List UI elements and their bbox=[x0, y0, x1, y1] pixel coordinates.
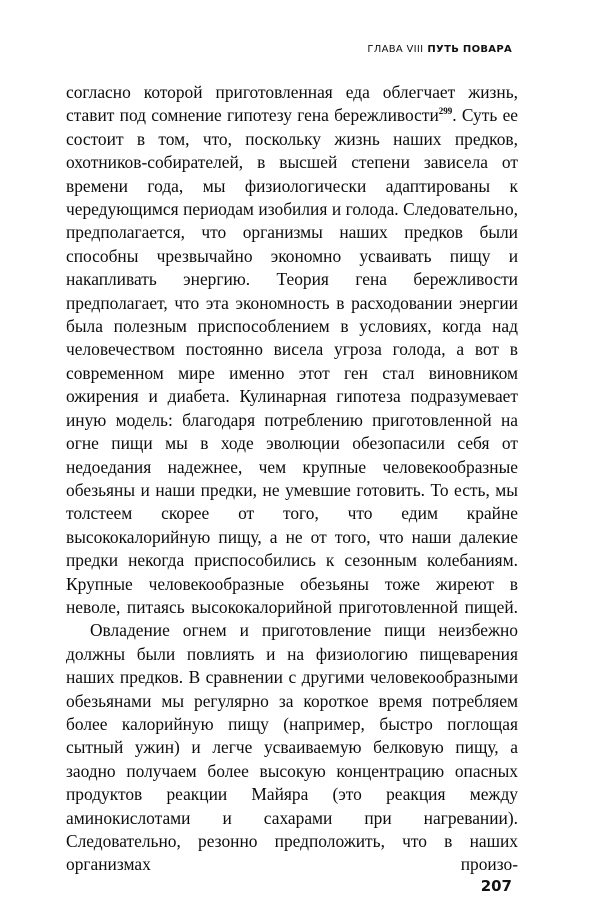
footnote-reference[interactable]: 299 bbox=[438, 106, 453, 117]
body-text bbox=[66, 81, 518, 877]
paragraph-1 bbox=[66, 81, 518, 619]
paragraph-2: Овладение огнем и приготовление пищи неизбежно должны были повлиять и на физиологию пищеварения наших предков. В сравнении с другими человекообразными обезьянами мы регулярно за короткое время потребляем более калорийную пищу (например, быстро поглощая сытный ужин) и легче усваиваемую белковую пищу, а заодно получаем более высокую концентрацию опасных продуктов реакции Майяра (это реакция между аминокислотами и сахарами при нагревании). Следовательно, резонно предположить, что в наших организмах произо- bbox=[66, 620, 518, 875]
paragraph-1-text-b: . Суть ее состоит в том, что, поскольку жизнь наших предков, охотников-собирателей, в высшей степени зависела от времени года, мы физиологически адаптированы к чередующимся периодам изобилия и голода. Следовательно, предполагается, что организмы наших предков были способны чрезвычайно экономно усваивать пищу и накапливать энергию. Теория гена бережливости предполагает, что эта экономность в расходовании энергии была полезным приспособлением в условиях, когда над человечеством постоянно висела угроза голода, а вот в современном мире именно этот ген стал виновником ожирения и диабета. Кулинарная гипотеза подразумевает иную модель: благодаря потреблению приготовленной на огне пищи мы в ходе эволюции обезопасили себя от недоедания надежнее, чем крупные человекообразные обезьяны и наши предки, не умевшие готовить. То есть, мы толстеем скорее от того, что едим крайне высококалорийную пищу, а не от того, что наши далекие предки некогда приспособились к сезонным колебаниям. Крупные человекообразные обезьяны тоже жиреют в неволе, питаясь высококалорийной приготовленной пищей. bbox=[66, 105, 519, 617]
page-number: 207 bbox=[480, 877, 512, 895]
chapter-title: ПУТЬ ПОВАРА bbox=[427, 44, 512, 55]
chapter-label: ГЛАВА VIII bbox=[367, 44, 424, 55]
running-head bbox=[367, 44, 512, 55]
paragraph-1-text-a: согласно которой приготовленная еда облегчает жизнь, ставит под сомнение гипотезу гена бережливости bbox=[66, 82, 518, 126]
